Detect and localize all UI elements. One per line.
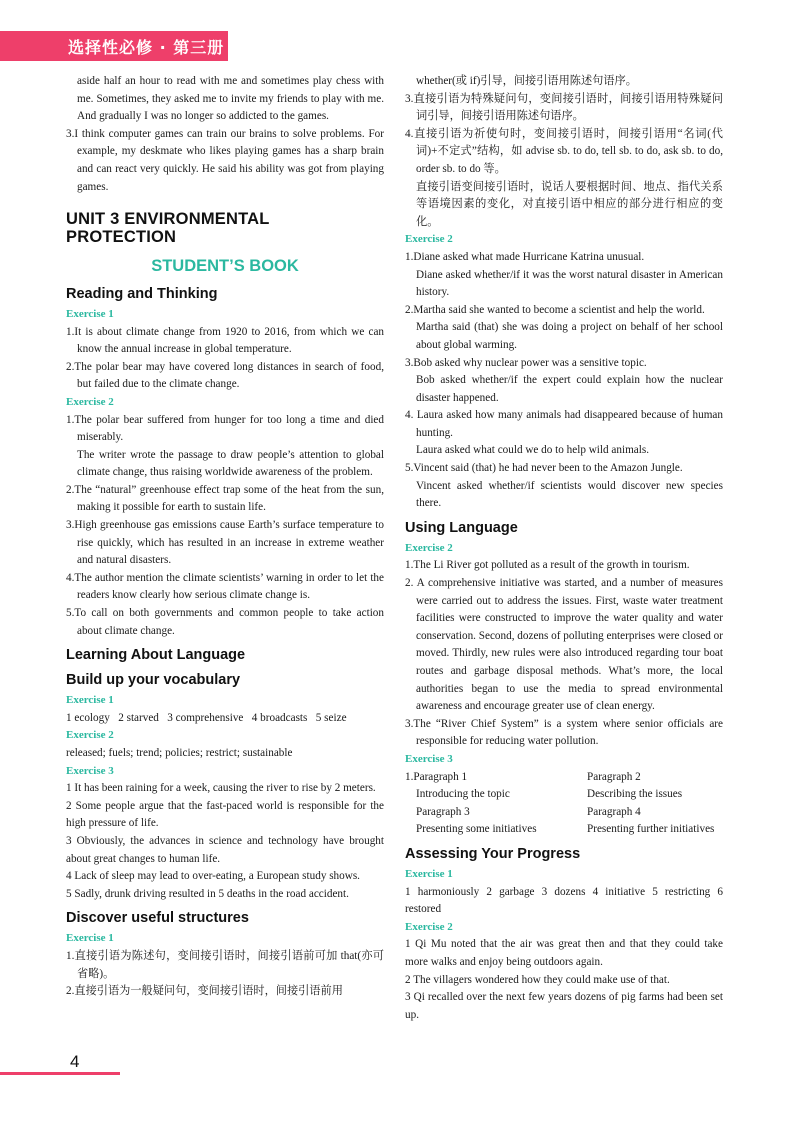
answer: Diane asked whether/if it was the worst natural disaster in American history.	[416, 268, 723, 299]
exercise-label: Exercise 3	[405, 752, 453, 765]
cell: Describing the issues	[587, 788, 683, 801]
exercise-label: Exercise 2	[405, 233, 453, 246]
right-column	[405, 73, 723, 1024]
cell: Presenting further initiatives	[587, 823, 715, 836]
answer: 4 Lack of sleep may lead to over-eating, a European study shows.	[66, 870, 360, 883]
cell: Paragraph 3	[416, 805, 470, 818]
cell: 1.Paragraph 1	[405, 770, 468, 783]
book-title: 选择性必修 · 第三册	[68, 38, 225, 57]
question: 4. Laura asked how many animals had disappeared because of human hunting.	[405, 409, 723, 439]
exercise-label: Exercise 3	[66, 764, 114, 777]
page-footer-bar	[0, 1072, 120, 1075]
answer: 1 It has been raining for a week, causing the river to rise by 2 meters.	[66, 782, 376, 795]
answer: Bob asked whether/if the expert could explain how the nuclear disaster happened.	[416, 374, 723, 404]
exercise-label: Exercise 2	[66, 729, 114, 742]
paragraph: 直接引语变间接引语时，说话人要根据时间、地点、指代关系等语境因素的变化，对直接引语中相应的部分进行相应的变化。	[416, 180, 723, 228]
paragraph-table	[405, 769, 723, 839]
section-title: STUDENT’S BOOK	[151, 257, 299, 276]
cell: Paragraph 4	[587, 805, 641, 818]
question: 1.Diane asked what made Hurricane Katrina unusual.	[405, 250, 645, 263]
answer: 4.The author mention the climate scientists’ warning in order to let the readers know clearly how serious climate change is.	[66, 571, 384, 602]
cell: Introducing the topic	[416, 788, 510, 801]
cell: Presenting some initiatives	[416, 823, 537, 836]
answer: 1.It is about climate change from 1920 to 2016, from which we can know the annual increase in global temperature.	[66, 325, 384, 356]
paragraph: 3.直接引语为特殊疑问句，变间接引语时，间接引语用特殊疑问词引导，间接引语用陈述句语序。	[405, 92, 723, 123]
answer: 1.The polar bear suffered from hunger for too long a time and died miserably.	[66, 413, 384, 444]
exercise-label: Exercise 1	[66, 307, 114, 320]
answer: 5.To call on both governments and common people to take action about climate change.	[66, 607, 384, 637]
answer: 2. A comprehensive initiative was started, and a number of measures were carried out to address the issues. First, waste water treatment facilities were constructed to improve the water quality and water conservation. Second, dozens of polluting enterprises were closed or moved. Thirdly, new rules were also introduced regarding tour boat routes and garbage disposal methods. What’s more, the local authorities began to use the media to spread environmental awareness and encourage greater use of clean energy.	[405, 577, 723, 713]
answer: 2.The “natural” greenhouse effect trap some of the heat from the sun, making it possible for earth to sustain life.	[66, 483, 384, 514]
paragraph: aside half an hour to read with me and sometimes play chess with me. Sometimes, they asked me to invite my friends to play with me. And gradually I was no longer so addicted to the games.	[77, 75, 384, 123]
heading: Assessing Your Progress	[405, 845, 581, 862]
answer: 1.The Li River got polluted as a result of the growth in tourism.	[405, 559, 690, 572]
exercise-label: Exercise 1	[405, 867, 453, 880]
heading: Reading and Thinking	[66, 285, 218, 302]
heading: Using Language	[405, 519, 518, 536]
header-band	[0, 31, 228, 61]
answer: 1.直接引语为陈述句，变间接引语时，间接引语前可加 that(亦可省略)。	[66, 949, 384, 980]
left-column	[66, 73, 384, 1001]
question: 2.Martha said she wanted to become a scientist and help the world.	[405, 303, 705, 316]
answer: 2 The villagers wondered how they could make use of that.	[405, 973, 670, 986]
heading: Learning About Language	[66, 647, 246, 664]
answer: Laura asked what could we do to help wild animals.	[416, 444, 650, 457]
answer: 3 Obviously, the advances in science and technology have brought about great changes to human life.	[66, 834, 384, 865]
answer: released; fuels; trend; policies; restrict; sustainable	[66, 747, 293, 759]
exercise-label: Exercise 2	[405, 920, 453, 933]
answer: 2 Some people argue that the fast-paced world is responsible for the high pressure of life.	[66, 799, 384, 830]
paragraph: 3.I think computer games can train our brains to solve problems. For example, my deskmate who likes playing games has a sharp brain and can react very quickly. He said his ability was got from playing games.	[66, 127, 384, 193]
question: 5.Vincent said (that) he had never been to the Amazon Jungle.	[405, 462, 683, 475]
answer: 3.High greenhouse gas emissions cause Earth’s surface temperature to rise quickly, which has resulted in an increase in extreme weather and natural disasters.	[66, 519, 384, 567]
question: 3.Bob asked why nuclear power was a sensitive topic.	[405, 356, 647, 369]
answer: 1 Qi Mu noted that the air was great then and that they could take more walks and enjoy being outdoors again.	[405, 938, 723, 968]
answer: 3.The “River Chief System” is a system where senior officials are responsible for reducing water pollution.	[405, 717, 723, 748]
heading: Discover useful structures	[66, 910, 249, 927]
unit-title: UNIT 3 ENVIRONMENTAL PROTECTION	[66, 210, 270, 246]
answer: 1 ecology 2 starved 3 comprehensive 4 broadcasts 5 seize	[66, 711, 347, 724]
exercise-label: Exercise 2	[66, 395, 114, 408]
heading: Build up your vocabulary	[66, 672, 241, 689]
cell: Paragraph 2	[587, 770, 641, 783]
answer: The writer wrote the passage to draw people’s attention to global climate change, thus raising worldwide awareness of the problem.	[77, 448, 384, 479]
answer: 3 Qi recalled over the next few years dozens of pig farms had been set up.	[405, 991, 723, 1021]
exercise-label: Exercise 2	[405, 541, 453, 554]
answer: Vincent asked whether/if scientists would discover new species there.	[416, 479, 723, 510]
answer: 1 harmoniously 2 garbage 3 dozens 4 initiative 5 restricting 6 restored	[405, 885, 723, 916]
answer: 5 Sadly, drunk driving resulted in 5 deaths in the road accident.	[66, 887, 349, 900]
exercise-label: Exercise 1	[66, 694, 114, 707]
exercise-label: Exercise 1	[66, 932, 114, 945]
paragraph: 4.直接引语为祈使句时，变间接引语时，间接引语用“名词(代词)+不定式”结构，如 advise sb. to do, tell sb. to do, ask sb. to do, order sb. to do 等。	[405, 127, 723, 175]
page-number: 4	[70, 1052, 80, 1071]
answer: Martha said (that) she was doing a project on behalf of her school about global warming.	[416, 321, 723, 351]
answer: 2.The polar bear may have covered long distances in search of food, but failed due to the climate change.	[66, 360, 384, 391]
answer: 2.直接引语为一般疑问句，变间接引语时，间接引语前用	[66, 985, 343, 998]
paragraph: whether(或 if)引导，间接引语用陈述句语序。	[416, 75, 637, 87]
